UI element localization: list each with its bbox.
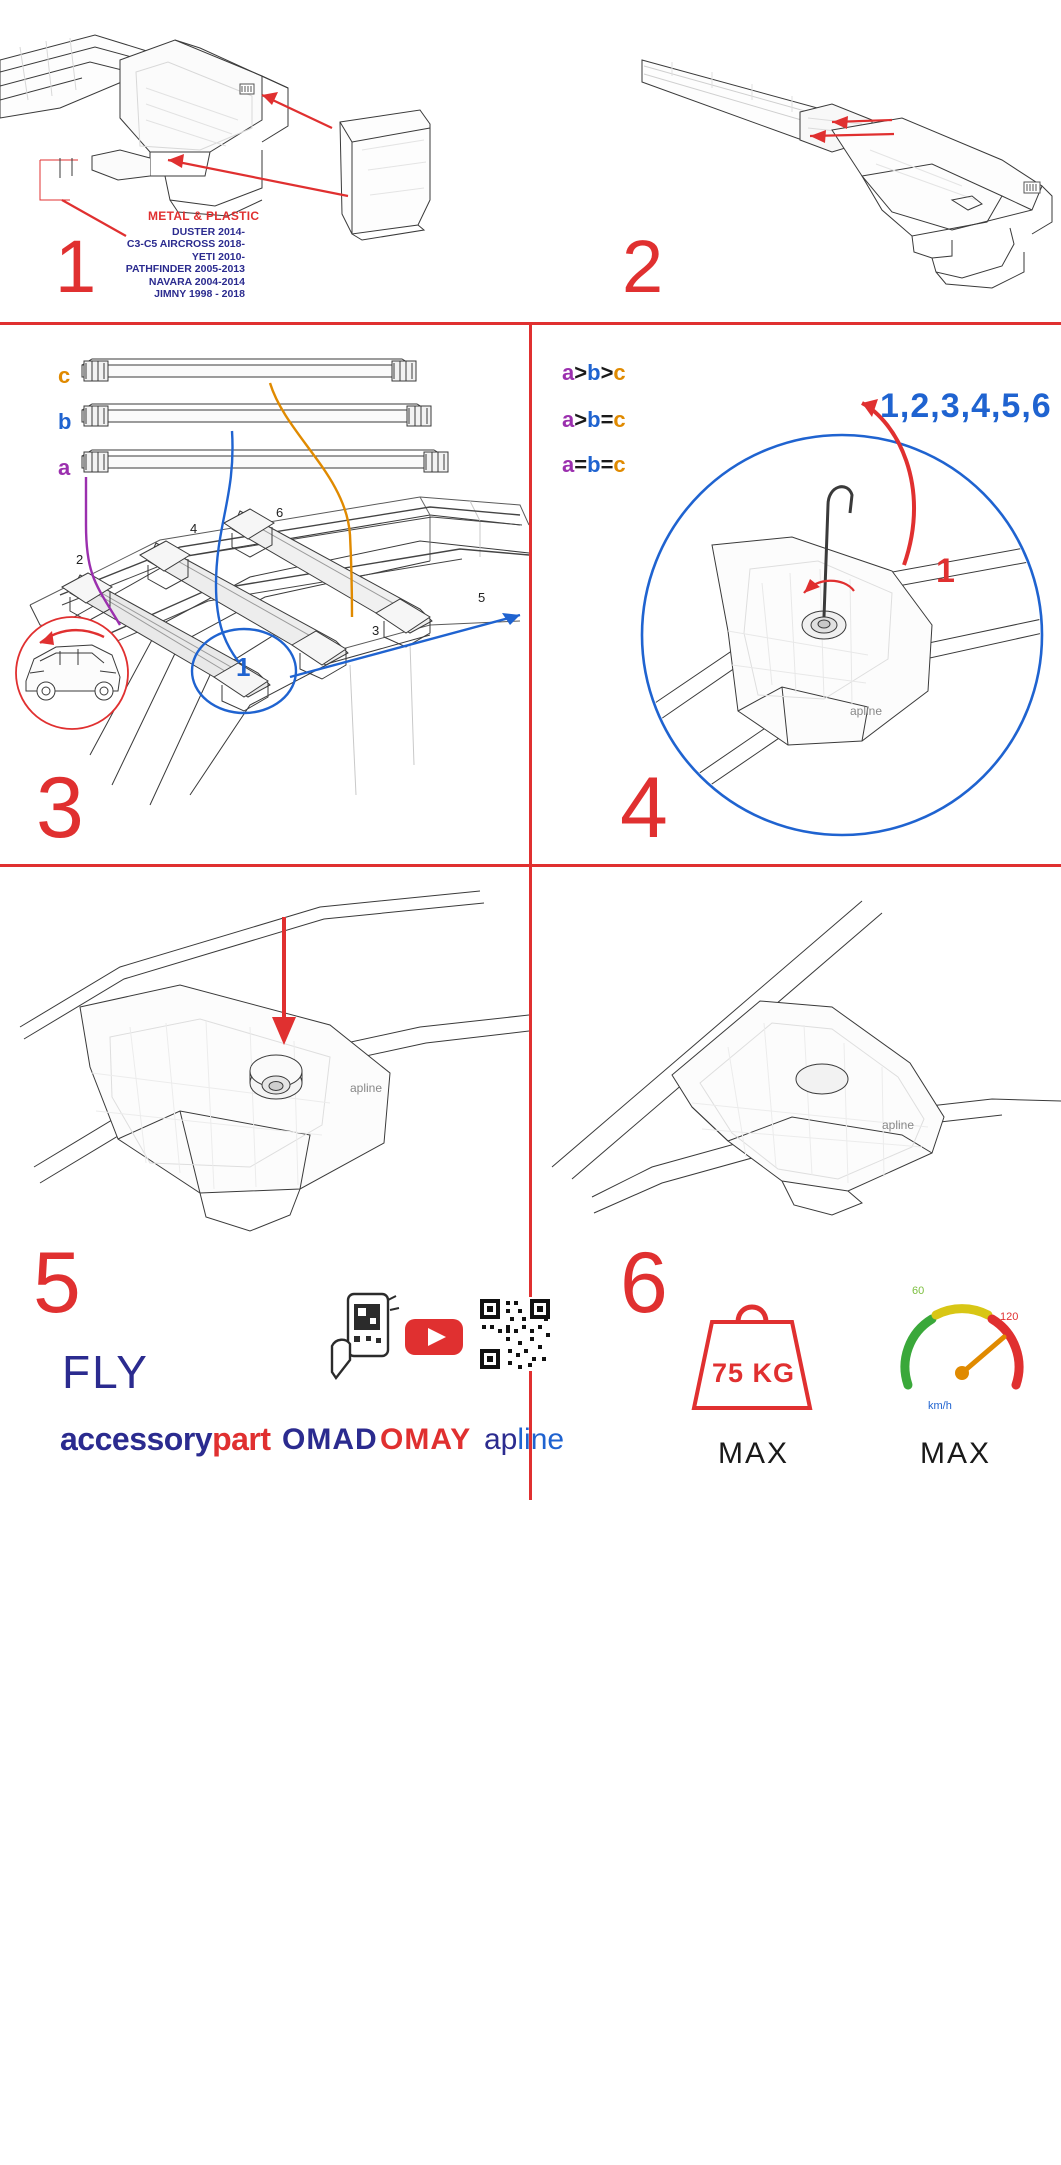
speed-max-label: MAX bbox=[920, 1437, 992, 1470]
sequence-label: 1,2,3,4,5,6 bbox=[880, 387, 1052, 425]
panel-step-4 bbox=[532, 325, 1061, 864]
weight-limit-icon bbox=[682, 1292, 822, 1417]
crossbar-label-6: 6 bbox=[276, 505, 284, 520]
vehicle-item: JIMNY 1998 - 2018 bbox=[154, 287, 245, 300]
ineq1-op1: > bbox=[574, 360, 588, 385]
step-number-5: 5 bbox=[33, 1235, 81, 1331]
crossbar-label-4: 4 bbox=[190, 521, 198, 536]
panel-step-1 bbox=[0, 0, 529, 322]
step4-bubble-number: 1 bbox=[936, 552, 955, 590]
gauge-tick-120: 120 bbox=[1000, 1311, 1019, 1323]
ineq3-b: b bbox=[587, 452, 601, 477]
step2-illustration bbox=[532, 0, 1061, 322]
svg-text:apline: apline bbox=[850, 704, 883, 718]
crossbar-label-2: 2 bbox=[76, 552, 84, 567]
brand-omad: OMAD bbox=[282, 1423, 378, 1456]
speed-unit-label: km/h bbox=[928, 1400, 952, 1412]
vehicle-item: NAVARA 2004-2014 bbox=[148, 275, 245, 288]
ineq2-op2: = bbox=[600, 407, 614, 432]
vehicle-item: PATHFINDER 2005-2013 bbox=[125, 263, 245, 276]
youtube-icon[interactable] bbox=[404, 1315, 464, 1359]
brand-accessory: accessory bbox=[60, 1421, 213, 1457]
panel-step-2 bbox=[532, 0, 1061, 322]
brand-fly: FLY bbox=[62, 1346, 149, 1398]
bar-label-c: c bbox=[58, 363, 71, 388]
crossbar-label-5: 5 bbox=[478, 590, 486, 605]
metal-plastic-title: METAL & PLASTIC bbox=[148, 209, 260, 223]
ineq1-b: b bbox=[587, 360, 601, 385]
speed-limit-gauge-icon bbox=[892, 1287, 1032, 1417]
svg-text:apline: apline bbox=[350, 1081, 383, 1095]
ineq3-c: c bbox=[613, 452, 626, 477]
step-number-6: 6 bbox=[620, 1235, 668, 1331]
weight-value: 75 KG bbox=[712, 1358, 796, 1388]
vehicle-item: C3-C5 AIRCROSS 2018- bbox=[126, 238, 245, 251]
panel-step-3 bbox=[0, 325, 529, 864]
step5-illustration bbox=[0, 867, 529, 1287]
step6-illustration bbox=[532, 867, 1061, 1287]
ineq1-a: a bbox=[562, 360, 575, 385]
ineq2-op1: > bbox=[574, 407, 588, 432]
ineq3-op2: = bbox=[600, 452, 614, 477]
brand-part: part bbox=[212, 1421, 271, 1457]
weight-max-label: MAX bbox=[718, 1437, 790, 1470]
ineq3-op1: = bbox=[574, 452, 588, 477]
ineq3-a: a bbox=[562, 452, 575, 477]
panel-step-5 bbox=[0, 867, 565, 1500]
bar-label-a: a bbox=[58, 455, 71, 480]
step-number-3: 3 bbox=[36, 760, 84, 856]
brand-line: line bbox=[517, 1423, 565, 1456]
vehicle-item: YETI 2010- bbox=[191, 250, 245, 263]
brand-ap: ap bbox=[484, 1423, 518, 1456]
panel-step-6 bbox=[532, 867, 1061, 1500]
ineq2-b: b bbox=[587, 407, 601, 432]
ineq2-c: c bbox=[613, 407, 626, 432]
step-number-2: 2 bbox=[622, 225, 664, 308]
brand-accessorypart bbox=[60, 1421, 271, 1458]
svg-text:apline: apline bbox=[882, 1118, 915, 1132]
step-number-4: 4 bbox=[620, 760, 668, 856]
crossbar-label-3: 3 bbox=[372, 623, 380, 638]
zoom-bubble-number: 1 bbox=[236, 652, 251, 682]
ineq1-op2: > bbox=[600, 360, 614, 385]
bar-label-b: b bbox=[58, 409, 72, 434]
ineq2-a: a bbox=[562, 407, 575, 432]
gauge-tick-60: 60 bbox=[912, 1285, 925, 1297]
vehicle-item: DUSTER 2014- bbox=[172, 226, 245, 238]
step-number-1: 1 bbox=[55, 225, 97, 308]
hand-phone-qr-icon[interactable] bbox=[330, 1292, 400, 1382]
ineq1-c: c bbox=[613, 360, 626, 385]
brand-omay: OMAY bbox=[380, 1423, 472, 1456]
